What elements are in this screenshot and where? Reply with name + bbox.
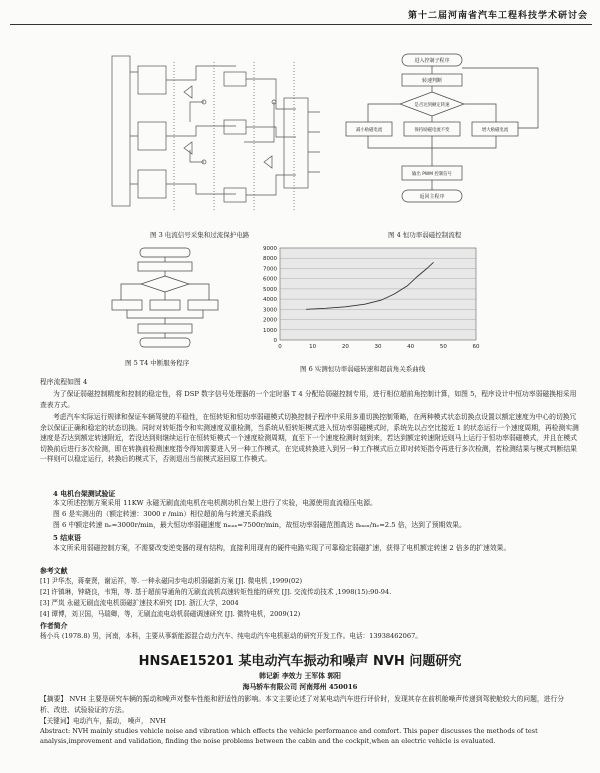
- chart-y-tick-label: 5000: [263, 286, 277, 293]
- paragraph-4: 图 6 是实测出的（额定转速：3000 r /min）相位超前角与转速关系曲线: [53, 510, 272, 518]
- flow-label-6: 输出 PWM 控制信号: [412, 172, 452, 177]
- paragraph-1: 为了保证弱磁控制精度和控制的稳定性，将 DSP 数字信号处理器的一个定时器 T 4 分配给弱磁控制专用，进行相位超前角控制计算，如图 5，程序设计中恒功率弱磁换相采用查表方式。: [40, 390, 577, 409]
- flow-label-1: 转速判断: [421, 78, 443, 84]
- flow-label-4: 增大励磁电流: [481, 128, 509, 133]
- chart-y-tick-label: 2000: [263, 317, 277, 324]
- fig5-interrupt-flowchart: [110, 246, 220, 350]
- flow-label-5: 保持励磁电流不变: [414, 128, 450, 133]
- chart-y-tick-label: 8000: [263, 256, 277, 263]
- chart-y-tick-label: 4000: [263, 297, 277, 304]
- chart-y-tick-label: 7000: [263, 266, 277, 273]
- chart-x-tick-label: 40: [407, 344, 415, 350]
- chart-x-tick-label: 0: [278, 344, 282, 350]
- fig6-chart: [236, 242, 486, 356]
- article2-title: HNSAE15201 某电动汽车振动和噪声 NVH 问题研究: [138, 654, 462, 669]
- chart-x-tick-label: 20: [341, 344, 349, 350]
- section-5-heading: 5 结束语: [53, 534, 81, 542]
- author-heading: 作者简介: [40, 622, 68, 630]
- paragraph-6: 本文所采用弱磁控制方案，不需要改变逆变器的现有结构，直接利用现有的硬件电路实现了可靠稳定弱磁扩速，获得了电机额定转速 2 倍多的扩速效果。: [53, 544, 511, 552]
- chart-x-tick-label: 50: [439, 344, 447, 350]
- article2-abstract-cn: 【摘要】 NVH 主要是研究车辆的振动和噪声对整车性能和舒适性的影响。本文主要论述了对某电动汽车进行评价时，发现其存在前机舱噪声传递到驾驶舱较大的问题，进行分析、改进、试验验证的方法。: [40, 695, 565, 714]
- flow-label-0: 进入控制子程序: [414, 58, 450, 64]
- flow-ref-line: 程序流程如图 4: [40, 378, 88, 386]
- reference-3: [3] 严岚 永磁无刷直流电机弱磁扩速技术研究 [D]. 浙江大学，2004: [40, 599, 239, 607]
- chart-x-tick-label: 60: [472, 344, 480, 350]
- article2-affiliation: 海马轿车有限公司 河南郑州 450016: [242, 683, 358, 691]
- flow-label-3: 减小励磁电流: [355, 128, 383, 133]
- fig3-caption: 图 3 电流信号采集和过流保护电路: [150, 231, 250, 239]
- fig3-circuit-diagram: [104, 52, 324, 222]
- chart-x-tick-label: 10: [309, 344, 317, 350]
- running-header: 第十二届河南省汽车工程科技学术研讨会: [407, 11, 588, 21]
- fig5-caption: 图 5 T4 中断服务程序: [125, 359, 190, 367]
- paragraph-2: 考虑汽车实际运行规律和保证车辆驾驶的平稳性，在恒转矩和恒功率弱磁模式切换控制子程序中采用多重切换控制策略，在两种模式状态切换点设置以额定速度为中心的切换冗余以保证正确和稳定的状态切换。同时对转矩指令和实测速度双重检测，当系统从恒转矩模式进入恒功率弱磁模式时，系统先以占空比接近 1 的状态运行一个速度周期，再检测实测速度是否达到额定转速附近，若没达到则继续运行在恒转矩模式一个速度检测周期，直至下一个速度检测时刻到来，若达到额定转速附近则马上运行于恒功率弱磁模式，并且在模式切换前后进行多次检测，即在转换前检测速度指令得知需要进入另一种工作模式，在完成转换进入到另一种工作模式后立即对转矩指令再进行多次检测，若检测结果与模式判断结果一样则可以稳定运行，转换后的模式下，否则退出当前模式返回原工作模式。: [40, 413, 579, 463]
- reference-1: [1] 尹华杰，蒋豪贤，谢运祥，等. 一种永磁同步电动机弱磁新方案 [J]. 微电机 ,1999(02): [40, 577, 303, 585]
- chart-y-tick-label: 0: [273, 338, 277, 344]
- fig4-flowchart: [340, 52, 570, 222]
- flow-label-2: 是否达到额定转速: [414, 103, 450, 108]
- reference-4: [4] 谭博，刘卫国，马瑞卿，等，无刷直流电动机弱磁调速研究 [J]. 微特电机，2009(12): [40, 610, 301, 618]
- fig4-caption: 图 4 恒功率弱磁控制流程: [388, 231, 462, 239]
- fig6-caption: 图 6 实测恒功率弱磁转速和超前角关系曲线: [300, 365, 426, 373]
- chart-y-tick-label: 9000: [263, 246, 277, 252]
- article2-authors: 韩记新 李效力 王军体 郭阳: [259, 672, 341, 680]
- chart-y-tick-label: 3000: [263, 307, 277, 314]
- author-bio: 杨小兵 (1978.8) 男，河南，本科，主要从事新能源混合动力汽车、纯电动汽车电机驱动的研究开发工作。电话：13938462067。: [40, 632, 422, 640]
- references-heading: 参考文献: [40, 567, 68, 575]
- chart-x-tick-label: 30: [374, 344, 382, 350]
- flow-label-7: 返回主程序: [419, 194, 445, 200]
- paragraph-5: 图 6 中额定转速 nₑ=3000r/min，最大恒功率弱磁速度 nₘₐₓ=7500r/min，故恒功率弱磁范围高达 nₘₐₓ/nₑ=2.5 倍，达到了预期效果。: [53, 521, 466, 529]
- article2-keywords: 【关键词】电动汽车，振动， 噪声， NVH: [40, 717, 166, 725]
- chart-y-tick-label: 6000: [263, 276, 277, 283]
- reference-2: [2] 许镇琳，钟晓良，韦翔，等. 基于超前导通角的无刷直流机高速转矩性能的研究 [J]. 交流传动技术 ,1998(15):90-94.: [40, 588, 392, 596]
- section-4-heading: 4 电机台架测试验证: [53, 490, 116, 498]
- paragraph-3: 本文所述控制方案采用 11KW 永磁无刷直流电机在电机测功机台架上进行了实验，电源使用直流稳压电源。: [53, 499, 377, 507]
- chart-y-tick-label: 1000: [263, 327, 277, 334]
- header-rule: [10, 24, 592, 25]
- chart-plot-area: [280, 248, 476, 340]
- article2-abstract-en: Abstract: NVH mainly studies vehicle noise and vibration which effects the vehicle performance and comfort. This paper discusses the methods of test analysis,improvement and validation, finding the noise problems between the cabin and the cockpit,when an electric vehicle is evaluated.: [40, 727, 538, 745]
